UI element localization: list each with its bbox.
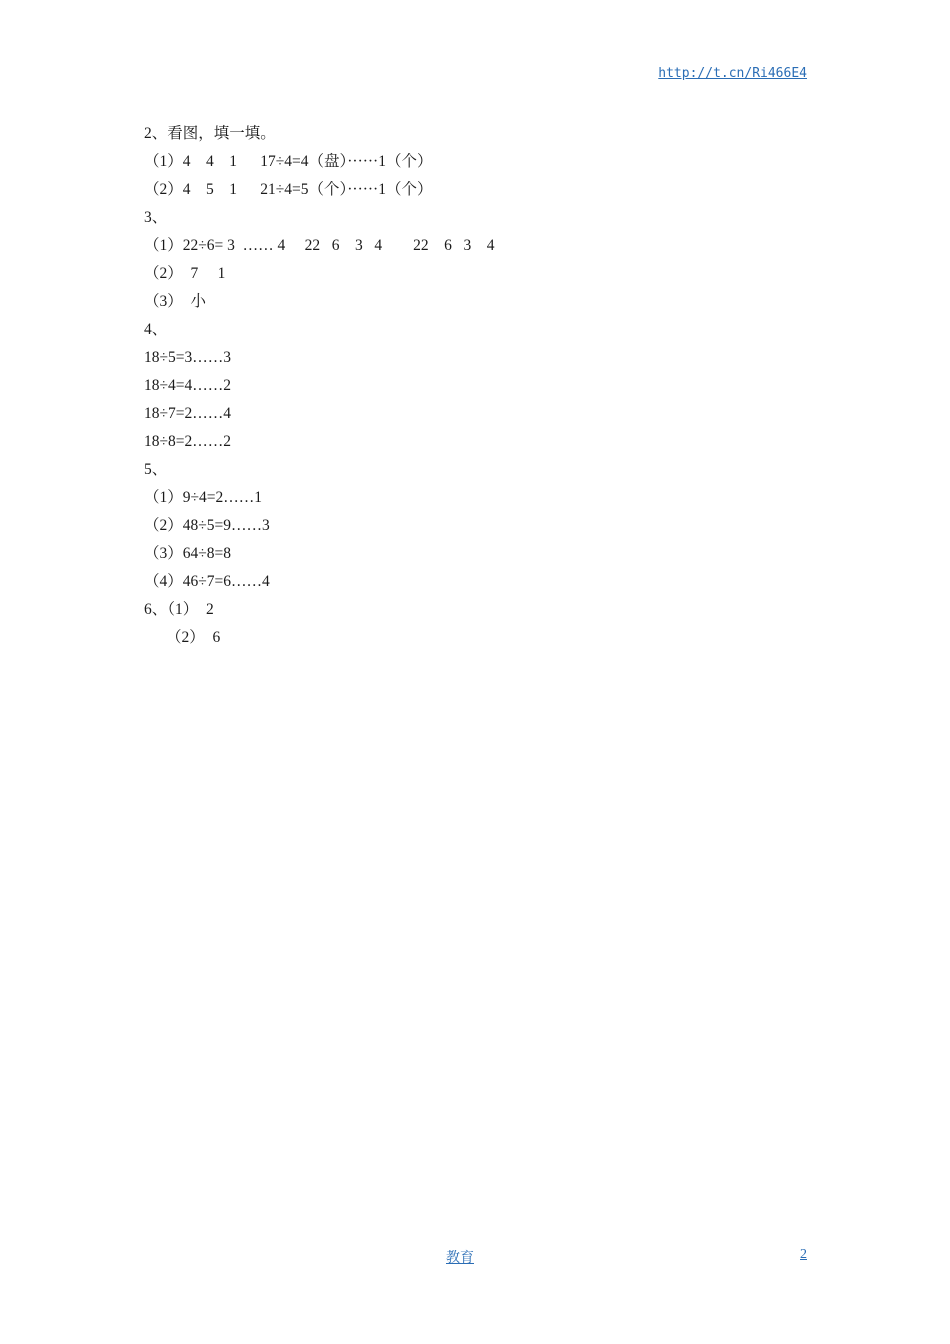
page-number[interactable]: 2 <box>800 1247 807 1262</box>
section-6-title: 6、（1） 2 <box>144 601 214 618</box>
answer-line: （4）46÷7=6……4 <box>144 573 270 590</box>
footer-link[interactable]: 教育 <box>446 1251 474 1266</box>
answer-content <box>144 120 824 652</box>
answer-line: （3） 小 <box>144 293 207 310</box>
section-3-title: 3、 <box>144 209 168 226</box>
answer-line: 18÷7=2……4 <box>144 405 231 422</box>
section-5-title: 5、 <box>144 461 168 478</box>
answer-line: （2） 6 <box>166 629 221 646</box>
answer-line: 18÷8=2……2 <box>144 433 231 450</box>
answer-line: 18÷5=3……3 <box>144 349 231 366</box>
answer-line: （2）4 5 1 21÷4=5（个）······1（个） <box>144 181 433 198</box>
answer-line: （1）4 4 1 17÷4=4（盘）······1（个） <box>144 153 433 170</box>
answer-line: （2） 7 1 <box>144 265 226 282</box>
answer-line: （1）22÷6= 3 …… 4 22 6 3 4 22 6 3 4 <box>144 237 495 254</box>
answer-line: （2）48÷5=9……3 <box>144 517 270 534</box>
section-4-title: 4、 <box>144 321 168 338</box>
answer-line: （1）9÷4=2……1 <box>144 489 262 506</box>
header-link[interactable]: http://t.cn/Ri466E4 <box>658 66 807 81</box>
answer-line: （3）64÷8=8 <box>144 545 231 562</box>
answer-line: 18÷4=4……2 <box>144 377 231 394</box>
section-2-title: 2、看图，填一填。 <box>144 125 276 142</box>
